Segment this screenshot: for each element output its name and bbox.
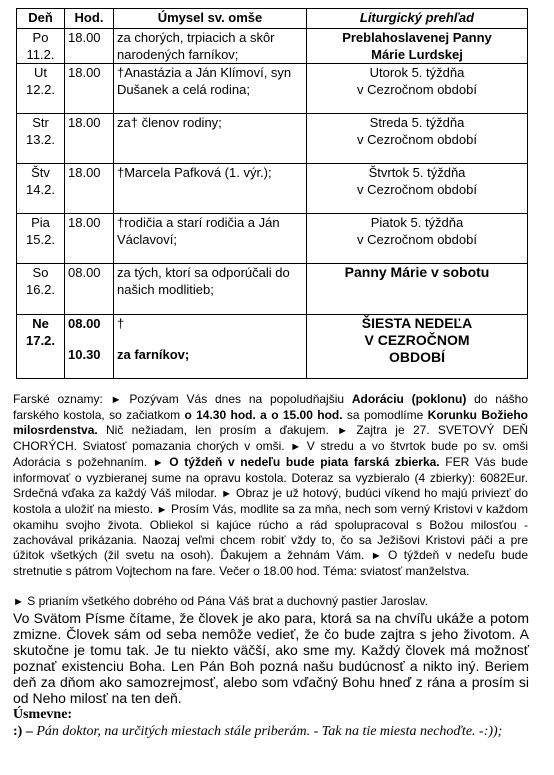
announcement-text: Prosím Vás, modlite sa za mňa, nech som verný Kristovi v každom okamihu svojho života. Obliekol si kajúce rúcho a rád spolupracoval s Božou milosťou - zachovával prikázania. Naozaj veľmi chcem robiť vždy to, čo sa Ježišovi Kristovi páči a pre úžitok všetkých (žil svetu na osoh). Ďakujem a žehnám Vám. [13,502,528,562]
day-cell [17,164,65,214]
parish-announcements [13,392,528,579]
liturgy-line: v Cezročnom období [357,182,477,197]
liturgy-cell [307,264,528,315]
announcement-text: Pozývam Vás dnes na popoludňajšiu [121,392,352,406]
mass-schedule-table [16,8,528,379]
day-cell [17,64,65,114]
liturgy-line: ŠIESTA NEDEĽA [361,315,473,331]
day-cell [17,214,65,264]
table-row [17,315,528,379]
intention-cell: za tých, ktorí sa odporúčali do našich modlitieb; [114,264,307,315]
arrow-icon: ► [221,488,233,500]
day-date: 12.2. [26,82,55,97]
liturgy-line: Streda 5. týždňa [369,115,465,130]
hour-cell: 18.00 [65,29,114,64]
liturgy-line: v Cezročnom období [357,132,477,147]
announcement-text: sa pomodlíme [342,408,428,422]
day-name: So [32,265,49,280]
day-cell [17,264,65,315]
hour-cell [65,315,114,379]
liturgy-line: v Cezročnom období [357,82,477,97]
humor-lead: :) – [13,724,33,739]
table-row [17,29,528,64]
liturgy-cell [307,164,528,214]
announcement-bold: O týždeň v nedeľu bude piata farská zbierka. [169,455,440,469]
day-name: Ut [34,65,47,80]
intention-text: za farníkov; [117,347,190,362]
signature-line [13,594,528,610]
liturgy-line: Utorok 5. týždňa [369,65,465,80]
day-name: Štv [31,165,50,180]
liturgy-line: Márie Lurdskej [371,47,463,62]
day-name: Ne [32,316,49,331]
arrow-icon: ► [337,425,349,437]
day-name: Str [32,115,49,130]
intention-cell: †rodičia a starí rodičia a Ján Václavoví; [114,214,307,264]
liturgy-line: v Cezročnom období [357,232,477,247]
arrow-icon: ► [370,550,382,562]
liturgy-cell [307,114,528,164]
day-date: 11.2. [26,47,55,62]
liturgy-line: V CEZROČNOM [364,332,470,348]
liturgy-cell [307,64,528,114]
intention-cell: za chorých, trpiacich a skôr narodených farníkov; [114,29,307,64]
day-date: 16.2. [26,282,55,297]
liturgy-line: OBDOBÍ [389,349,445,365]
header-intention: Úmysel sv. omše [114,9,307,29]
day-date: 13.2. [26,132,55,147]
day-date: 14.2. [26,182,55,197]
header-liturgy: Liturgický prehľad [307,9,528,29]
announcement-text: Obraz je už hotový, budúci víkend ho majú priviezť do kostola a uložiť na miesto. [13,486,528,516]
intention-cell [114,315,307,379]
signature-text: S prianím všetkého dobrého od Pána Váš brat a duchovný pastier Jaroslav. [23,594,428,608]
announcement-text: do nášho farského kostola, so začiatkom [13,392,528,422]
table-row [17,114,528,164]
liturgy-cell [307,214,528,264]
announcement-text: V stredu a vo štvrtok bude po sv. omši Adorácia s požehnaním. [13,439,529,469]
announcement-text: Zajtra je 27. SVETOVÝ DEŇ CHORÝCH. Sviatosť pomazania chorých v omši. [13,423,528,453]
humor-heading: Úsmevne: [13,707,73,722]
humor-joke: Pán doktor, na určitých miestach stále priberám. - Tak na tie miesta nechoďte. -:)); [32,724,503,739]
announcements-label: Farské oznamy: [13,392,111,406]
announcement-text: O týždeň v nedeľu bude stretnutie s pátrom Vojtechom na fare. Večer o 18.00 hod. Téma: sviatosť manželstva. [13,548,528,578]
intention-cell: †Anastázia a Ján Klímoví, syn Dušanek a celá rodina; [114,64,307,114]
header-day: Deň [17,9,65,29]
liturgy-cell [307,29,528,64]
announcement-text: Nič nežiadam, len prosím a ďakujem. [97,423,338,437]
mass-hour: 08.00 [68,316,101,331]
hour-cell: 18.00 [65,214,114,264]
intention-text: † [117,316,125,331]
liturgy-cell [307,315,528,379]
arrow-icon: ► [290,441,302,453]
announcement-bold: Adoráciu (poklonu) [351,392,467,406]
day-cell [17,114,65,164]
humor-text [13,724,543,740]
table-row [17,164,528,214]
liturgy-line: Štvrtok 5. týždňa [368,165,466,180]
intention-cell: za† členov rodiny; [114,114,307,164]
arrow-icon: ► [110,394,122,406]
header-hour: Hod. [65,9,114,29]
hour-cell: 18.00 [65,64,114,114]
table-row [17,214,528,264]
reflection-paragraph: Vo Svätom Písme čítame, že človek je ako para, ktorá sa na chvíľu ukáže a potom zmizne. Človek sám od seba nemôže vedieť, že čo bude zajtra s jeho životom. A skutočne je tomu tak. Je tu niekto väčší, ako sme my. Každý človek má možnosť poznať existenciu Boha. Len Pán Boh pozná našu budúcnosť a nikto iný. Beriem deň za dňom ako samozrejmosť, alebo som vďačný Bohu hneď z rána a prosím si od Neho milosť na ten deň. [13,610,529,706]
intention-cell: †Marcela Pafková (1. výr.); [114,164,307,214]
table-row [17,264,528,315]
arrow-icon: ► [13,596,24,608]
hour-cell: 08.00 [65,264,114,315]
day-date: 15.2. [26,232,55,247]
day-name: Pia [31,215,50,230]
day-date: 17.2. [26,333,55,348]
mass-hour: 10.30 [68,347,101,362]
hour-cell: 18.00 [65,114,114,164]
announcement-bold: o 14.30 hod. a o 15.00 hod. [184,408,343,422]
liturgy-line: Panny Márie v sobotu [344,264,490,280]
liturgy-line: Piatok 5. týždňa [370,215,464,230]
day-name: Po [32,30,49,45]
day-cell [17,29,65,64]
arrow-icon: ► [156,504,168,516]
day-cell [17,315,65,379]
hour-cell: 18.00 [65,164,114,214]
announcement-bold: Korunku Božieho milosrdenstva. [13,408,528,437]
announcement-text: FER Vás bude informovať o vyzbieranej sume na opravu kostola. Doteraz sa vyzbieralo (4 zbierky): 6082Eur. Srdečná vďaka za každý Váš milodar. [13,455,528,500]
table-row [17,64,528,114]
table-header-row [17,9,528,29]
arrow-icon: ► [152,457,164,469]
liturgy-line: Preblahoslavenej Panny [342,30,492,45]
